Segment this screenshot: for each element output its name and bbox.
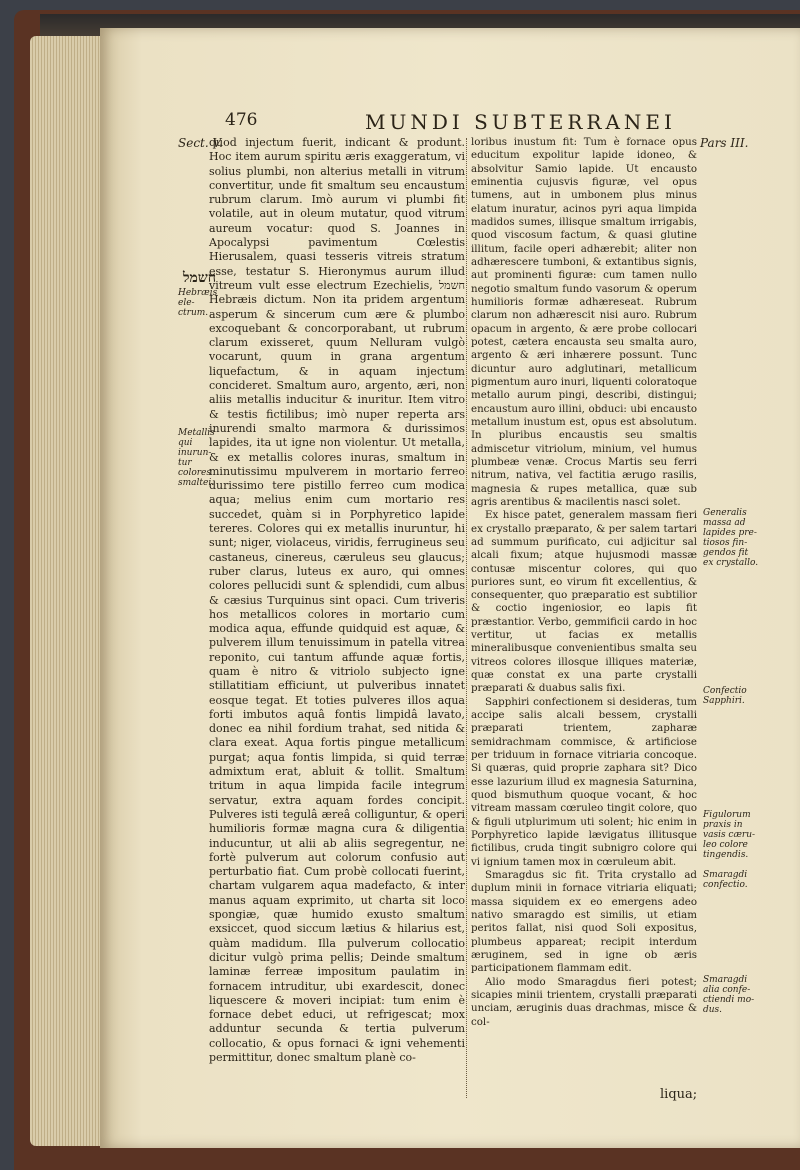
page-edges xyxy=(30,36,110,1146)
section-marker: Sect. V. xyxy=(178,136,223,150)
catchword: liqua; xyxy=(660,1087,698,1102)
right-paragraph-2: Ex hisce patet, generalem massam fieri ex crystallo præparato, & per salem tartari ad summum purificato, cui adjicitur sal alcali fixum; atque hujusmodi massæ contusæ miscentur colores, qui quo puriores sunt, eo virum fit excellentius, & consequenter, quo præparatio est subtilior & coctio ingeniosior, eo lapis fit præstantior. Verbo, gemmificii cardo in hoc vertitur, ut facias ex metallis mineralibusque convenientibus smalta seu vitreos colores illosque illiques materiæ, quæ constat ex una parte crystalli præparati & duabus salis fixi. xyxy=(471,509,697,695)
part-marker: Pars III. xyxy=(700,136,749,150)
margin-note-hebraei: Hebræis ele- ctrum. xyxy=(178,288,218,318)
left-paragraph: quod injectum fuerit, indicant & produnt. Hoc item aurum spiritu æris exaggeratum, vi solius plumbi, non alterius metalli in vitrum convertitur, unde fit smaltum seu encaustum rubrum clarum. Imò aurum vi plumbi fit volatile, aut in oleum mutatur, quod vitrum aureum vocatur: quod S. Joannes in Apocalypsi pavimentum Cœlestis Hierusalem, quasi tesseris vitreis stratum esse, testatur S. Hieronymus aurum illud vitreum vult esse electrum Ezechielis, חשמל Hebræis dictum. Non ita pridem argentum asperum & sincerum cum ære & plumbo excoquebant & concorporabant, ut rubrum clarum exisseret, quum Nelluram vulgò vocarunt, quum in grana argentum liquefactum, & in aquam injectum concideret. Smaltum auro, argento, æri, non aliis metallis inducitur & inuritur. Item vitro & testis fictilibus; imò nuper reperta ars inurendi smalto marmora & durissimos lapides, ita ut igne non violentur. Ut metalla, & ex metallis colores inuras, smaltum in minutissimu mpulverem in mortario ferreo durissimo tere pistillo ferreo cum modica aqua; melius enim cum mortario res succedet, quàm si in Porphyretico lapide tereres. Colores qui ex metallis inuruntur, hi sunt; niger, violaceus, viridis, ferrugineus seu castaneus, cinereus, cæruleus seu glaucus; ruber clarus, luteus ex auro, qui omnes colores pellucidi sunt & splendidi, cum albus & cæsius Turquinus sint opaci. Cum triveris hos metallicos colores in mortario cum modica aqua, effunde quidquid est aquæ, & pulverem illum tenuissimum in patella vitrea reponito, cui tantum affunde aquæ fortis, quam è nitro & vitriolo subjecto igne stillatitiam efficiunt, ut pulveribus innatet eosque tegat. Et toties pulveres illos aqua forti imbutos aquâ fontis limpidâ lavato, donec ea nihil fordium trahat, sed nitida & clara exeat. Aqua fortis pingue metallicum purgat; aqua fontis limpida, si quid terræ admixtum erat, abluit & tollit. Smaltum tritum in aqua limpida facile integrum servatur, extra aquam fordes concipit. Pulveres isti tegulâ æreâ colliguntur, & operi humilioris formæ magna cura & diligentia inducuntur, ut alii ab aliis segregentur, ne fortè pulverum aut colorum confusio aut perturbatio fiat. Cum probè collocati fuerint, chartam vulgarem aqua madefacto, & inter manus aquam exprimito, ut charta sit loco spongiæ, quæ humido exusto smaltum exsiccet, quod siccum lætius & hilarius est, quàm madidum. Illa pulverum collocatio dicitur vulgò prima pellis; Deinde smaltum laminæ ferreæ impositum paulatim in fornacem intruditur, ubi exardescit, donec liquescere & moveri incipiat: tum enim è fornace debet educi, ut refrigescat; mox adduntur secunda & tertia pulverum collocatio, & opus fornaci & igni vehementi permittitur, donec smaltum planè co- xyxy=(209,136,465,1064)
right-paragraph-5: Alio modo Smaragdus fieri potest; sicapies minii trientem, crystalli præparati unciam, æruginis duas drachmas, misce & col- xyxy=(471,975,697,1028)
margin-note-sapphiri: Confectio Sapphiri. xyxy=(703,686,747,706)
column-divider xyxy=(466,138,468,1098)
right-column xyxy=(471,136,697,1029)
page-number: 476 xyxy=(225,110,258,130)
margin-note-generalis: Generalis massa ad lapides pre- tiosos fin- gendos fit ex crystallo. xyxy=(703,508,759,568)
margin-note-smaragdi: Smaragdi confectio. xyxy=(703,870,748,890)
hebrew-word: חשמל xyxy=(183,270,217,286)
margin-note-figulorum: Figulorum praxis in vasis cæru- leo colore tingendis. xyxy=(703,810,756,860)
margin-note-metallis: Metallis qui inurun- tur colores smaltei. xyxy=(178,428,215,488)
right-paragraph-1: loribus inustum fit: Tum è fornace opus educitum expolitur lapide idoneo, & absolvitur Samio lapide. Ut encausto eminentia cujusvis figuræ, vel opus tumens, aut in umbonem plus minus elatum inuratur, acinos pyri aqua limpida madidos sumes, illisque smaltum irrigabis, quod viscosum factum, & quasi glutine illitum, facile operi adhærebit; aliter non adhærescere tumboni, & extantibus signis, aut prominenti figuræ: cum tamen nullo negotio smaltum fundo vasorum & operum humilioris formæ adhæreseat. Rubrum clarum non adhærescit nisi auro. Rubrum opacum in argento, & ære probe collocari potest, cætera encausta seu smalta auro, argento & æri inhærere possunt. Tunc dicuntur auro adglutinari, metallicum pigmentum auro inuri, liquenti coloratoque metallo aurum pingi, describi, distingui; encaustum auro illini, obduci: ubi encausto metallum inustum est, opus est absolutum. In pluribus encaustis seu smaltis admiscetur vitriolum, minium, vel humus plumbeæ venæ. Crocus Martis seu ferri nitrum, nativa, vel factitia ærugo rasilis, magnesia & rupes metallica, quæ sub agris arentibus & macilentis nasci solet. xyxy=(471,136,697,508)
right-paragraph-3: Sapphiri confectionem si desideras, tum accipe salis alcali bessem, crystalli præparati trientem, zapharæ semidrachmam commisce, & artificiose per triduum in fornace vitriaria concoque. Si quæras, quid proprie zaphara sit? Dico esse lazurium illud ex magnesia Saturnina, quod bismuthum quoque vocant, & hoc vitream massam cœruleo tingit colore, quo & figuli utplurimum uti solent; hic enim in Porphyretico lapide lævigatus illitusque fictilibus, cruda tingit subnigro colore qui vi ignium tamen mox in cœruleum abit. xyxy=(471,695,697,868)
running-title: MUNDI SUBTERRANEI xyxy=(365,110,676,134)
page-header xyxy=(155,110,745,136)
left-column xyxy=(209,136,465,1065)
right-paragraph-4: Smaragdus sic fit. Trita crystallo ad duplum minii in fornace vitriaria eliquati; massa siquidem ex eo emergens adeo nativo smaragdo est similis, ut etiam peritos fallat, nisi quod Soli expositus, plumbeus appareat; recipit interdum æruginem, sed in igne ob æris participationem flammam edit. xyxy=(471,869,697,975)
margin-note-smaragdi-alt: Smaragdi alia confe- ctiendi mo- dus. xyxy=(703,975,755,1015)
